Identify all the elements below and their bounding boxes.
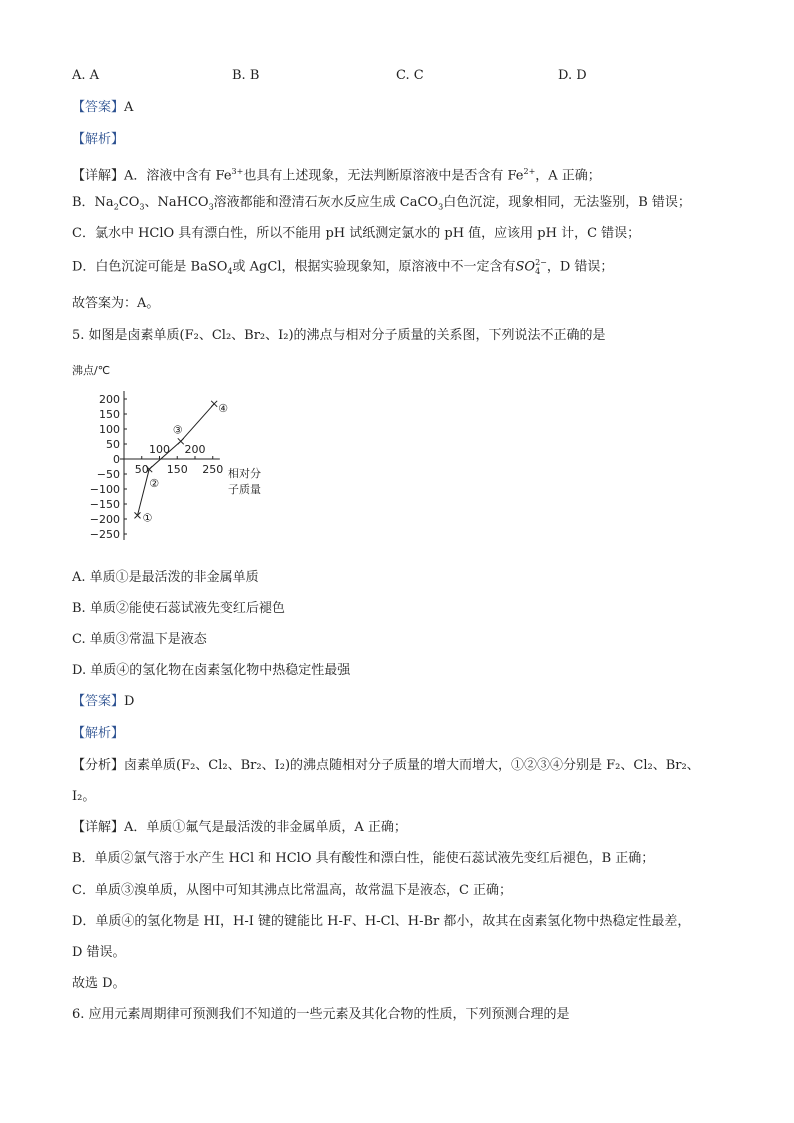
q5-conclusion: 故选 D。: [72, 976, 126, 991]
sulfate-formula: [515, 258, 546, 277]
subscript: 3: [438, 202, 444, 212]
detail-label: 【详解】: [72, 168, 125, 184]
text: ，A 正确；: [535, 168, 601, 184]
data-point-label: ②: [149, 477, 160, 491]
answer-label: 【答案】: [72, 100, 125, 115]
q5-fenxi-line2: I₂。: [72, 789, 96, 804]
subscript: 3: [139, 202, 145, 212]
answer-value: A: [124, 100, 134, 115]
y-tick-label: 200: [99, 393, 120, 406]
q5-detail-c: C．单质③溴单质，从图中可知其沸点比常温高，故常温下是液态，C 正确；: [72, 883, 513, 898]
superscript: 3+: [231, 167, 244, 176]
text: 也具有上述现象，无法判断原溶液中是否含有 Fe: [243, 168, 524, 184]
superscript: 2+: [523, 167, 536, 176]
subscript: 4: [535, 267, 541, 276]
text: 或 AgCl，根据实验现象知，原溶液中不一定含有: [232, 259, 516, 275]
data-point-marker: [211, 401, 217, 407]
data-point-label: ④: [218, 401, 229, 415]
q5-answer: [72, 693, 134, 711]
data-point-label: ①: [142, 511, 153, 525]
y-tick-label: 0: [113, 453, 120, 466]
option-d: D. D: [558, 68, 587, 83]
y-ticks: [90, 393, 127, 541]
q4-detail-c: C．氯水中 HClO 具有漂白性，所以不能用 pH 试纸测定氯水的 pH 值，应该用 pH 计，C 错误；: [72, 226, 641, 241]
q5-option-a: A. 单质①是最活泼的非金属单质: [72, 570, 259, 585]
option-a: A. A: [72, 68, 100, 83]
x-tick-label: 100: [149, 443, 170, 456]
text: A．溶液中含有 Fe: [124, 168, 232, 184]
q4-detail-a: [72, 163, 601, 185]
option-b: B. B: [232, 68, 260, 83]
q4-conclusion: 故答案为：A。: [72, 296, 160, 311]
y-tick-label: −50: [96, 468, 120, 481]
data-point-label: ③: [172, 423, 183, 437]
q4-detail-d: [72, 258, 613, 281]
q5-fenxi-line1: 【分析】卤素单质(F₂、Cl₂、Br₂、I₂)的沸点随相对分子质量的增大而增大，①②③④分别是 F₂、Cl₂、Br₂、: [72, 758, 700, 773]
y-tick-label: −250: [89, 528, 120, 541]
y-tick-label: 100: [99, 423, 120, 436]
option-c: C. C: [396, 68, 424, 83]
x-tick-label: 50: [134, 463, 149, 476]
q5-stem: 5. 如图是卤素单质(F₂、Cl₂、Br₂、I₂)的沸点与相对分子质量的关系图，下列说法不正确的是: [72, 328, 606, 343]
answer-value: D: [124, 694, 135, 709]
text: 溶液都能和澄清石灰水反应生成 CaCO: [213, 195, 439, 210]
subscript: 3: [208, 202, 214, 212]
y-tick-label: −200: [89, 513, 120, 526]
text: CO: [118, 195, 140, 210]
series-line: [134, 404, 214, 516]
boiling-point-chart: [72, 362, 282, 552]
subscript: 2: [113, 202, 119, 212]
q5-detail-b: B．单质②氯气溶于水产生 HCl 和 HClO 具有酸性和漂白性，能使石蕊试液先变红后褪色，B 正确；: [72, 851, 655, 866]
q5-option-b: B. 单质②能使石蕊试液先变红后褪色: [72, 601, 285, 616]
q4-analysis-label: 【解析】: [72, 132, 125, 147]
x-tick-label: 150: [166, 463, 188, 476]
q5-analysis-label: 【解析】: [72, 726, 125, 741]
q5-detail-d-line2: D 错误。: [72, 945, 126, 960]
x-axis-label-line1: 相对分: [228, 467, 261, 480]
q5-detail-a: 【详解】A．单质①氟气是最活泼的非金属单质，A 正确；: [72, 820, 407, 835]
text: 白色沉淀，现象相同，无法鉴别，B 错误；: [443, 195, 691, 210]
text: 、NaHCO: [144, 195, 209, 210]
q5-option-c: C. 单质③常温下是液态: [72, 632, 207, 647]
y-tick-label: −150: [89, 498, 120, 511]
text: SO: [515, 259, 536, 275]
q4-detail-b: [72, 194, 691, 217]
y-tick-label: 150: [99, 408, 120, 421]
subscript: 4: [227, 267, 233, 277]
y-tick-label: −100: [89, 483, 120, 496]
text: B．Na: [72, 195, 114, 210]
text: ，D 错误；: [546, 259, 614, 275]
y-tick-label: 50: [106, 438, 120, 451]
x-tick-label: 200: [184, 443, 206, 456]
data-point-marker: [134, 512, 140, 518]
q5-detail-d-line1: D．单质④的氢化物是 HI，H-I 键的键能比 H-F、H-Cl、H-Br 都小，故其在卤素氢化物中热稳定性最差，: [72, 914, 691, 929]
q4-answer: [72, 99, 133, 117]
y-axis-label: 沸点/℃: [72, 364, 111, 377]
data-point-marker: [178, 438, 184, 444]
text: D．白色沉淀可能是 BaSO: [72, 259, 228, 275]
x-axis-label-line2: 子质量: [228, 483, 261, 496]
superscript: 2−: [535, 258, 547, 267]
q5-option-d: D. 单质④的氢化物在卤素氢化物中热稳定性最强: [72, 663, 351, 678]
x-tick-label: 250: [202, 463, 224, 476]
answer-label: 【答案】: [72, 694, 125, 709]
q6-stem: 6. 应用元素周期律可预测我们不知道的一些元素及其化合物的性质，下列预测合理的是: [72, 1007, 570, 1022]
